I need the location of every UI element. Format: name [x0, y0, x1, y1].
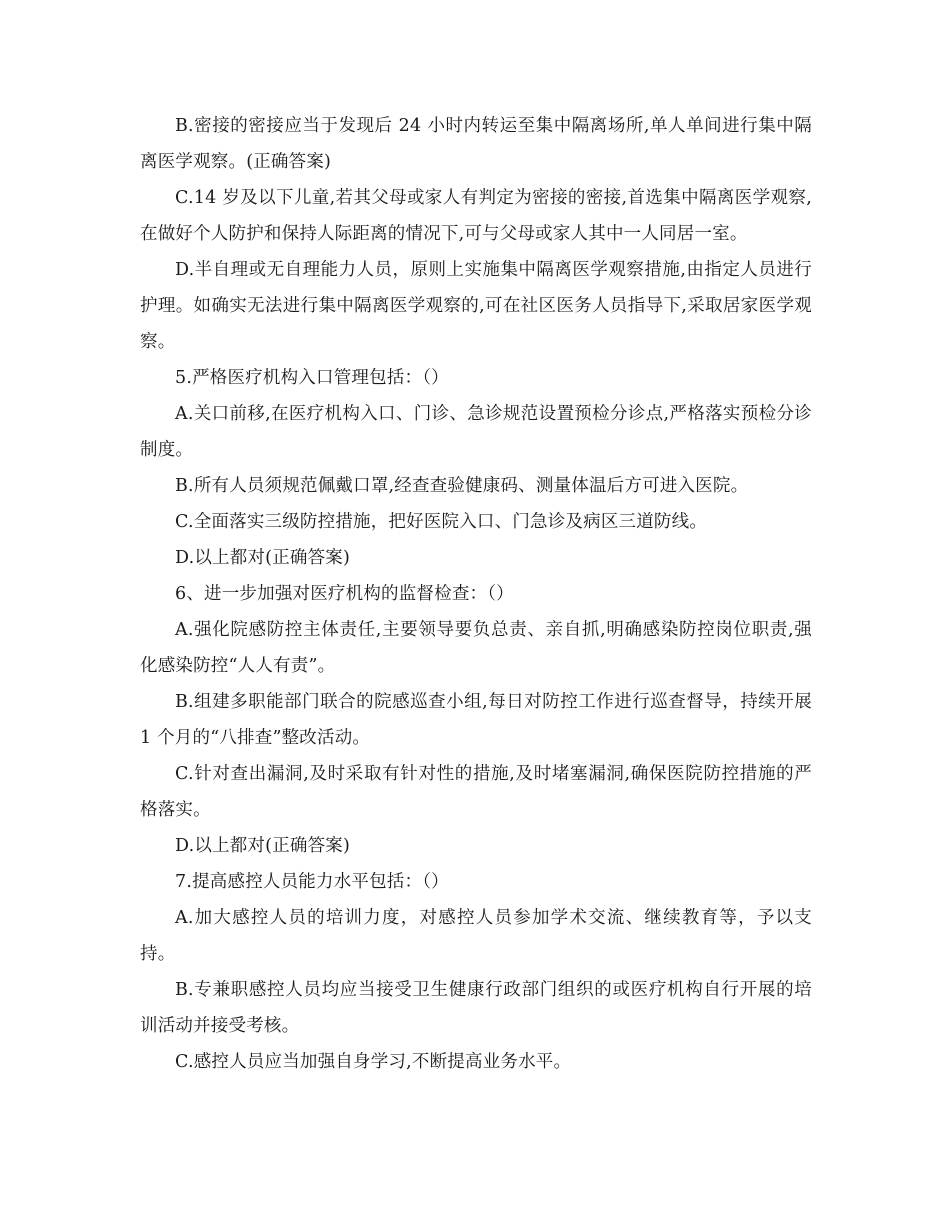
- paragraph-4b: B.密接的密接应当于发现后 24 小时内转运至集中隔离场所,单人单间进行集中隔离医学观察。(正确答案): [140, 116, 812, 172]
- option-7a: A.加大感控人员的培训力度，对感控人员参加学术交流、继续教育等，予以支持。: [140, 908, 812, 964]
- option-6c: C.针对查出漏洞,及时采取有针对性的措施,及时堵塞漏洞,确保医院防控措施的严格落实。: [140, 764, 812, 820]
- option-6b: B.组建多职能部门联合的院感巡查小组,每日对防控工作进行巡查督导，持续开展 1 个月的“八排查”整改活动。: [140, 692, 812, 748]
- question-7: 7.提高感控人员能力水平包括：（）: [175, 872, 449, 892]
- option-5d: D.以上都对(正确答案): [175, 548, 351, 568]
- question-5: 5.严格医疗机构入口管理包括：（）: [175, 368, 449, 388]
- option-7c: C.感控人员应当加强自身学习,不断提高业务水平。: [175, 1052, 572, 1072]
- question-6: 6、进一步加强对医疗机构的监督检查：（）: [175, 584, 514, 604]
- document-body: [140, 108, 812, 1080]
- option-5c: C.全面落实三级防控措施，把好医院入口、门急诊及病区三道防线。: [175, 512, 708, 532]
- paragraph-4d: D.半自理或无自理能力人员，原则上实施集中隔离医学观察措施,由指定人员进行护理。如确实无法进行集中隔离医学观察的,可在社区医务人员指导下,采取居家医学观察。: [140, 260, 812, 352]
- option-7b: B.专兼职感控人员均应当接受卫生健康行政部门组织的或医疗机构自行开展的培训活动并接受考核。: [140, 980, 812, 1036]
- option-5b: B.所有人员须规范佩戴口罩,经查查验健康码、测量体温后方可进入医院。: [175, 476, 749, 496]
- option-6a: A.强化院感防控主体责任,主要领导要负总责、亲自抓,明确感染防控岗位职责,强化感染防控“人人有责”。: [140, 620, 812, 676]
- paragraph-4c: C.14 岁及以下儿童,若其父母或家人有判定为密接的密接,首选集中隔离医学观察,在做好个人防护和保持人际距离的情况下,可与父母或家人其中一人同居一室。: [140, 188, 812, 244]
- option-6d: D.以上都对(正确答案): [175, 836, 351, 856]
- option-5a: A.关口前移,在医疗机构入口、门诊、急诊规范设置预检分诊点,严格落实预检分诊制度。: [140, 404, 812, 460]
